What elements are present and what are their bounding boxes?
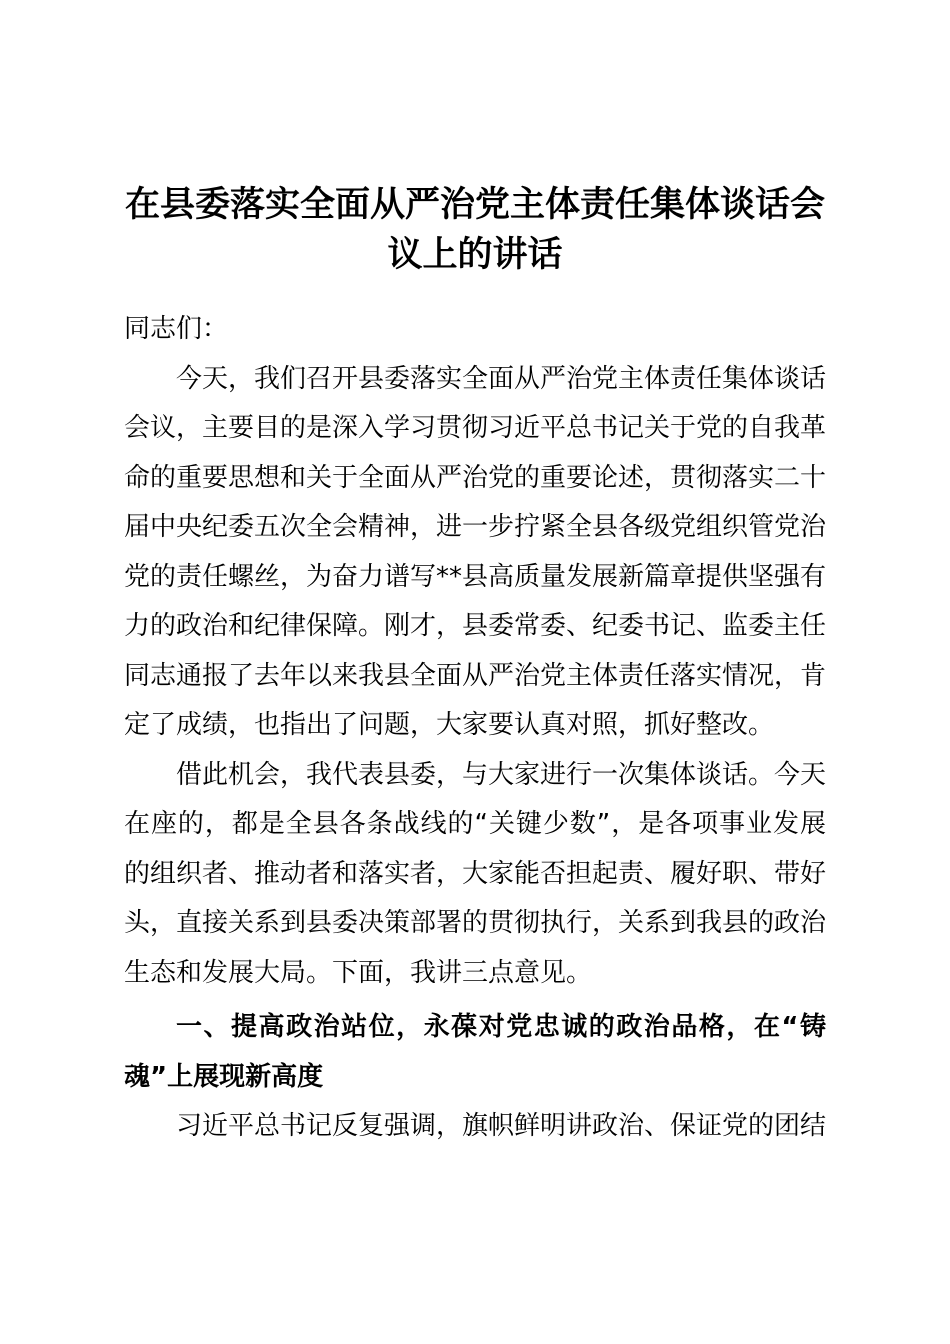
document-content	[124, 180, 826, 1152]
paragraph-opening: 今天，我们召开县委落实全面从严治党主体责任集体谈话会议，主要目的是深入学习贯彻习近平总书记关于党的自我革命的重要思想和关于全面从严治党的重要论述，贯彻落实二十届中央纪委五次全会精神，进一步拧紧全县各级党组织管党治党的责任螺丝，为奋力谱写**县高质量发展新篇章提供坚强有力的政治和纪律保障。刚才，县委常委、纪委书记、监委主任同志通报了去年以来我县全面从严治党主体责任落实情况，肯定了成绩，也指出了问题，大家要认真对照，抓好整改。	[124, 363, 827, 740]
section-heading-1: 一、提高政治站位，永葆对党忠诚的政治品格，在“铸魂”上展现新高度	[124, 1012, 826, 1092]
document-title: 在县委落实全面从严治党主体责任集体谈话会议上的讲话	[124, 185, 825, 275]
salutation: 同志们：	[124, 314, 229, 344]
paragraph-section1-body: 习近平总书记反复强调，旗帜鲜明讲政治、保证党的团结	[176, 1111, 827, 1141]
paragraph-collective-talk: 借此机会，我代表县委，与大家进行一次集体谈话。今天在座的，都是全县各条战线的“关键少数”，是各项事业发展的组织者、推动者和落实者，大家能否担起责、履好职、带好头，直接关系到县委决策部署的贯彻执行，关系到我县的政治生态和发展大局。下面，我讲三点意见。	[124, 759, 827, 988]
